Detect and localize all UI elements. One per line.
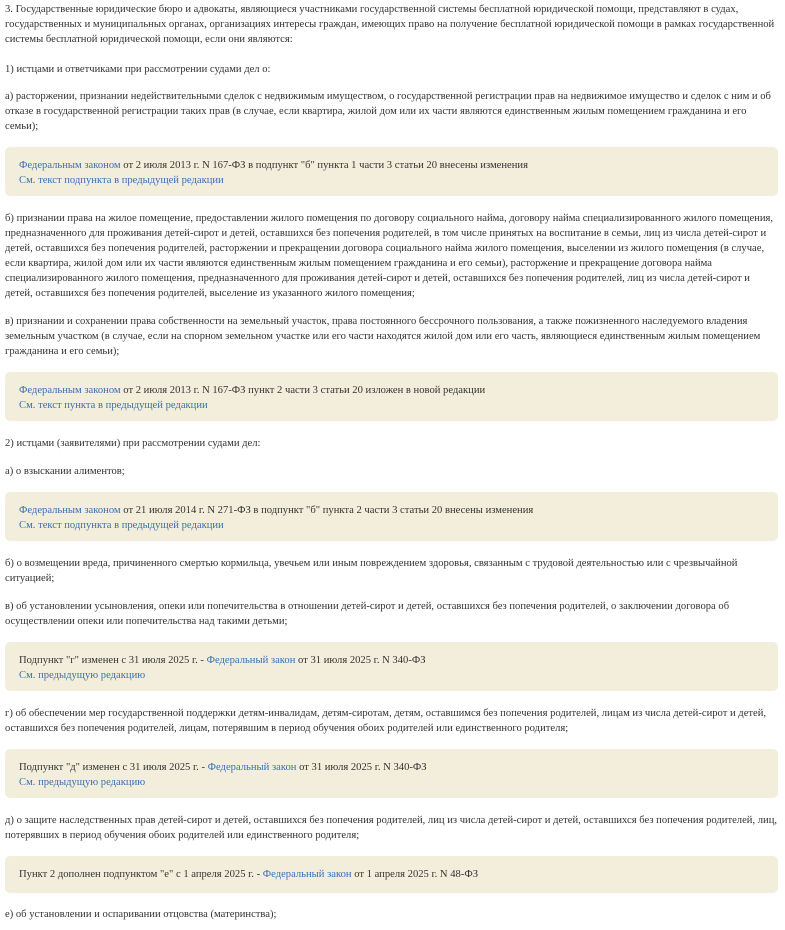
federal-law-link[interactable]: Федеральный закон xyxy=(207,762,297,773)
paragraph-item-2g: г) об обеспечении мер государственной поддержки детям-инвалидам, детям-сиротам, детям, оставшимся без попечения родителей, лицам из числа детей-сирот и детей, оставшихся без попечения родителей, лицам, потерявшим в период обучения обоих родителей или единственного родителя; xyxy=(5,708,767,734)
paragraph-item-2b: б) о возмещении вреда, причиненного смертью кормильца, увечьем или иным повреждением здоровья, связанным с трудовой деятельностью или с чрезвычайной ситуацией; xyxy=(5,558,738,584)
paragraph-item-2e: е) об установлении и оспаривании отцовства (материнства); xyxy=(5,909,277,920)
previous-edition-link[interactable]: См. предыдущую редакцию xyxy=(19,670,146,681)
paragraph-item-1b: б) признании права на жилое помещение, предоставлении жилого помещения по договору социального найма, договору найма специализированного жилого помещения, предназначенного для проживания детей-сирот и детей, оставшихся без попечения родителей, в том числе принятых на воспитание в семьи, лиц из числа детей-сирот и детей, оставшихся без попечения родителей, расторжении и прекращении договора социального найма жилого помещения, выселении из жилого помещения (в случае, если квартира, жилой дом или их части являются единственным жилым помещением гражданина и его семьи), расторжение и прекращение договора найма специализированного жилого помещения, предназначенного для проживания детей-сирот и детей, оставшихся без попечения родителей, лиц из числа детей-сирот и детей, оставшихся без попечения родителей, выселение из указанного жилого помещения; xyxy=(5,213,774,299)
paragraph-item-2d: д) о защите наследственных прав детей-сирот и детей, оставшихся без попечения родителей, лиц из числа детей-сирот и детей, оставшихся без попечения родителей, лиц, потерявших в период обучения обоих родителей или единственного родителя; xyxy=(5,815,778,841)
amendment-note: Федеральным законом от 21 июля 2014 г. N 271-ФЗ в подпункт "б" пункта 2 части 3 статьи 20 внесены изменения См. текст подпункта в предыдущей редакции xyxy=(5,492,778,541)
previous-edition-link[interactable]: См. текст подпункта в предыдущей редакции xyxy=(19,520,224,531)
federal-law-link[interactable]: Федеральный закон xyxy=(206,655,296,666)
previous-edition-link[interactable]: См. текст подпункта в предыдущей редакции xyxy=(19,175,224,186)
paragraph-item-2a: а) о взыскании алиментов; xyxy=(5,466,125,477)
federal-law-link[interactable]: Федеральным законом xyxy=(19,505,121,516)
previous-edition-link[interactable]: См. предыдущую редакцию xyxy=(19,777,146,788)
paragraph-item-1: 1) истцами и ответчиками при рассмотрении судами дел о: xyxy=(5,64,271,75)
federal-law-link[interactable]: Федеральным законом xyxy=(19,160,121,171)
paragraph-item-2: 2) истцами (заявителями) при рассмотрении судами дел: xyxy=(5,438,261,449)
federal-law-link[interactable]: Федеральным законом xyxy=(19,385,121,396)
paragraph-item-1a: а) расторжении, признании недействительными сделок с недвижимым имуществом, о государственной регистрации прав на недвижимое имущество и сделок с ним и об отказе в государственной регистрации таких прав (в случае, если квартира, жилой дом или их части являются единственным жилым помещением гражданина и его семьи); xyxy=(5,91,771,132)
amendment-note: Подпункт "д" изменен с 31 июля 2025 г. - Федеральный закон от 31 июля 2025 г. N 340-ФЗ См. предыдущую редакцию xyxy=(5,749,778,798)
amendment-note: Пункт 2 дополнен подпунктом "е" с 1 апреля 2025 г. - Федеральный закон от 1 апреля 2025 г. N 48-ФЗ xyxy=(5,856,778,893)
paragraph-intro: 3. Государственные юридические бюро и адвокаты, являющиеся участниками государственной системы бесплатной юридической помощи, представляют в судах, государственных и муниципальных органах, организациях интересы граждан, имеющих право на получение бесплатной юридической помощи в рамках государственной системы бесплатной юридической помощи, если они являются: xyxy=(5,4,775,45)
amendment-note: Федеральным законом от 2 июля 2013 г. N 167-ФЗ в подпункт "б" пункта 1 части 3 статьи 20 внесены изменения См. текст подпункта в предыдущей редакции xyxy=(5,147,778,196)
paragraph-item-2v: в) об установлении усыновления, опеки или попечительства в отношении детей-сирот и детей, оставшихся без попечения родителей, о заключении договора об осуществлении опеки или попечительства над такими детьми; xyxy=(5,601,730,627)
federal-law-link[interactable]: Федеральный закон xyxy=(262,869,352,880)
paragraph-item-1v: в) признании и сохранении права собственности на земельный участок, права постоянного бессрочного пользования, а также пожизненного наследуемого владения земельным участком (в случае, если на спорном земельном участке или его части находятся жилой дом или его часть, являющиеся единственным жилым помещением гражданина и его семьи); xyxy=(5,316,761,357)
amendment-note: Федеральным законом от 2 июля 2013 г. N 167-ФЗ пункт 2 части 3 статьи 20 изложен в новой редакции См. текст пункта в предыдущей редакции xyxy=(5,372,778,421)
previous-edition-link[interactable]: См. текст пункта в предыдущей редакции xyxy=(19,400,208,411)
amendment-note: Подпункт "г" изменен с 31 июля 2025 г. - Федеральный закон от 31 июля 2025 г. N 340-ФЗ См. предыдущую редакцию xyxy=(5,642,778,691)
